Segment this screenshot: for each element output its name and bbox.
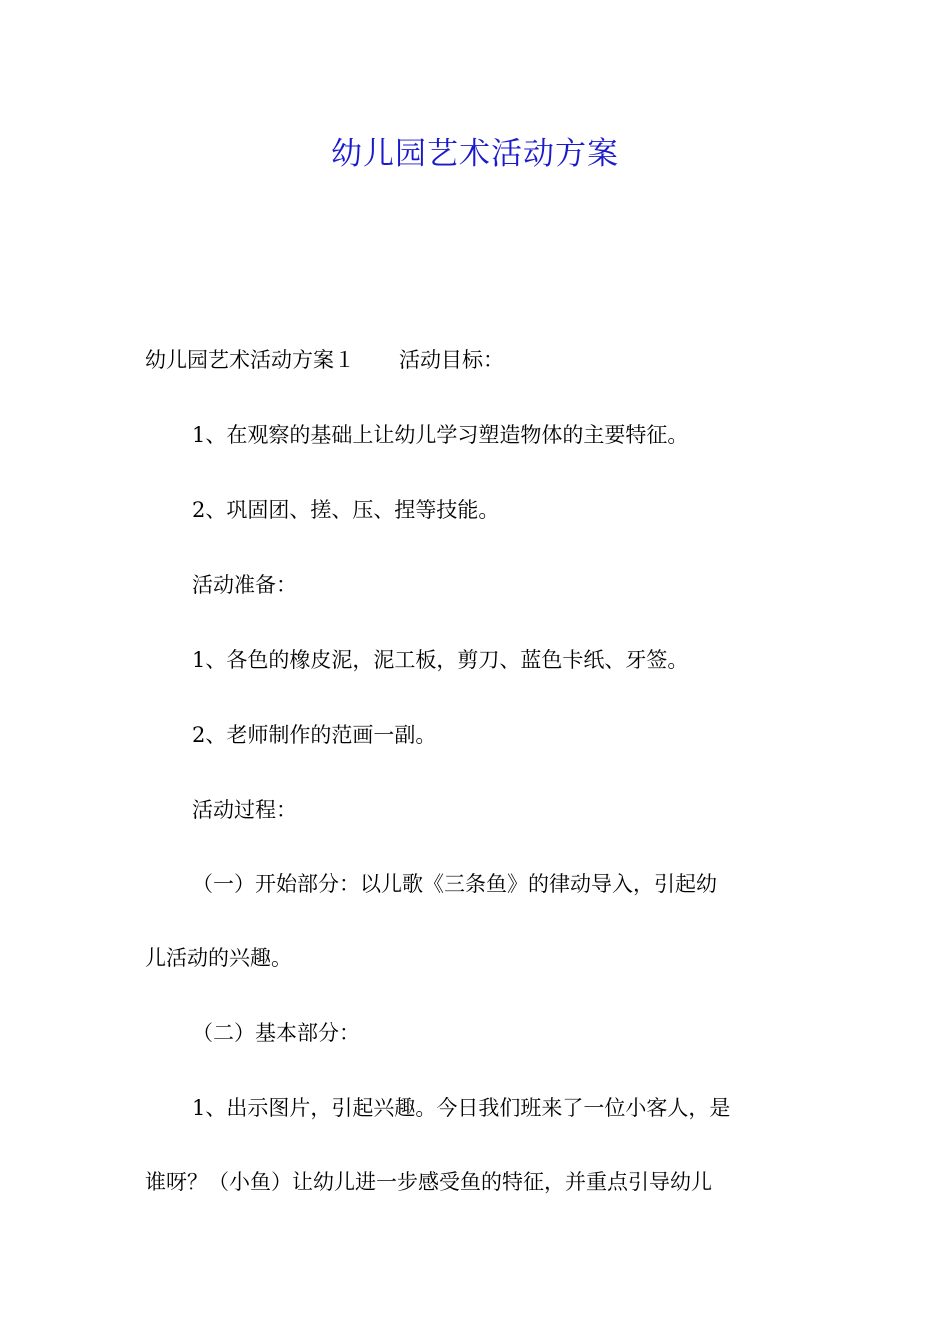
paragraph-line: 1、在观察的基础上让幼儿学习塑造物体的主要特征。: [192, 423, 689, 447]
paragraph-line: 1、出示图片，引起兴趣。今日我们班来了一位小客人，是: [192, 1096, 731, 1120]
paragraph-line: （一）开始部分：以儿歌《三条鱼》的律动导入，引起幼: [192, 872, 717, 896]
paragraph-line: 谁呀？（小鱼）让幼儿进一步感受鱼的特征，并重点引导幼儿: [145, 1170, 712, 1194]
section-heading: 活动准备：: [192, 573, 297, 597]
paragraph-line: 2、老师制作的范画一副。: [192, 723, 437, 747]
goals-heading: 活动目标：: [399, 348, 504, 372]
document-title: 幼儿园艺术活动方案: [331, 136, 619, 172]
paragraph-line: 2、巩固团、搓、压、捏等技能。: [192, 498, 500, 522]
paragraph-line: 1、各色的橡皮泥，泥工板，剪刀、蓝色卡纸、牙签。: [192, 648, 689, 672]
paragraph-line: 儿活动的兴趣。: [145, 946, 292, 970]
section-heading: （二）基本部分：: [192, 1021, 360, 1045]
section-heading: 活动过程：: [192, 798, 297, 822]
plan-heading: 幼儿园艺术活动方案１: [145, 348, 355, 372]
paragraph-heading-line: [145, 345, 825, 375]
